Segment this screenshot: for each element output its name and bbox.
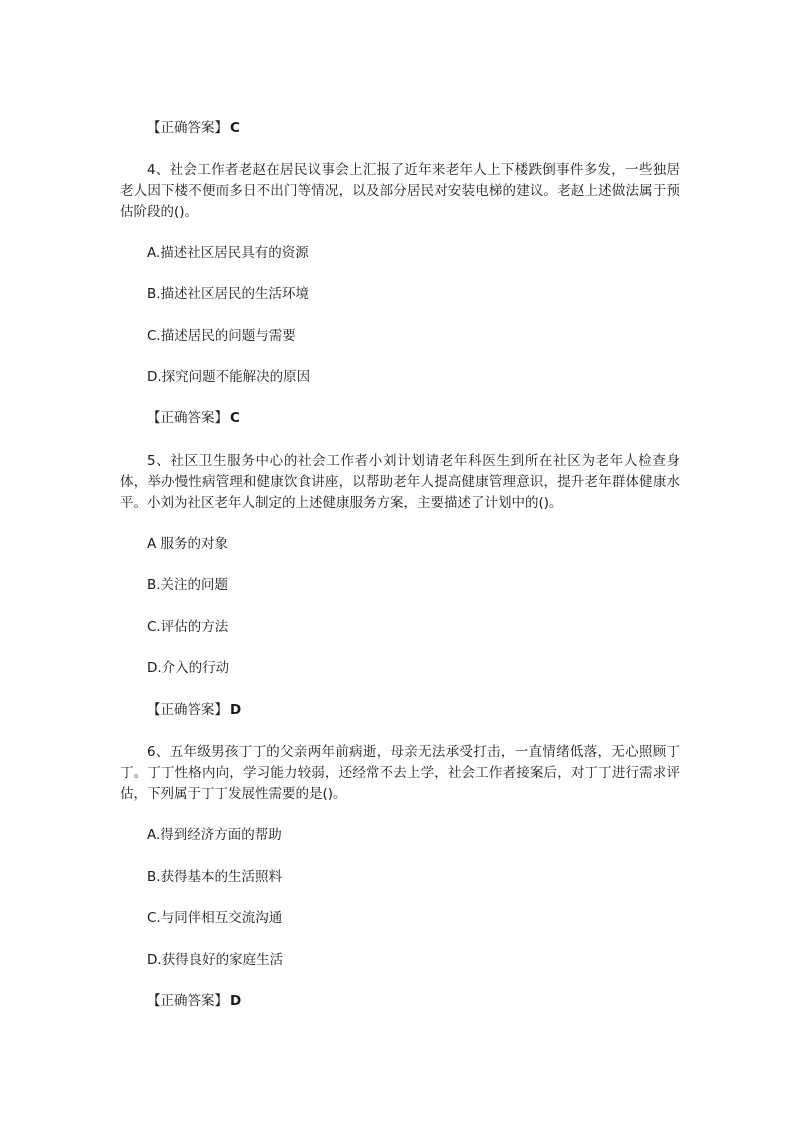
answer-value: D bbox=[230, 702, 242, 718]
answer-q6 bbox=[147, 991, 241, 1012]
answer-label: 【正确答案】 bbox=[147, 120, 228, 136]
question-5-option-a: A 服务的对象 bbox=[147, 536, 229, 552]
answer-value: C bbox=[230, 120, 240, 136]
answer-q5 bbox=[147, 700, 241, 721]
question-4-option-d: D.探究问题不能解决的原因 bbox=[147, 369, 311, 385]
question-5-option-c: C.评估的方法 bbox=[147, 619, 229, 635]
answer-label: 【正确答案】 bbox=[147, 410, 228, 426]
question-5-text: 5、社区卫生服务中心的社会工作者小刘计划请老年科医生到所在社区为老年人检查身体，举办慢性病管理和健康饮食讲座，以帮助老年人提高健康管理意识，提升老年群体健康水平。小刘为社区老年人制定的上述健康服务方案，主要描述了计划中的()。 bbox=[120, 453, 680, 511]
answer-q3 bbox=[147, 118, 240, 139]
answer-label: 【正确答案】 bbox=[147, 702, 228, 718]
question-6-text: 6、五年级男孩丁丁的父亲两年前病逝，母亲无法承受打击，一直情绪低落，无心照顾丁丁。丁丁性格内向，学习能力较弱，还经常不去上学，社会工作者接案后，对丁丁进行需求评估，下列属于丁丁发展性需要的是()。 bbox=[120, 744, 680, 802]
answer-label: 【正确答案】 bbox=[147, 993, 228, 1009]
question-6-option-c: C.与同伴相互交流沟通 bbox=[147, 910, 283, 926]
question-5-option-d: D.介入的行动 bbox=[147, 660, 230, 676]
question-6-option-a: A.得到经济方面的帮助 bbox=[147, 827, 282, 843]
question-5-option-b: B.关注的问题 bbox=[147, 577, 229, 593]
question-6-option-b: B.获得基本的生活照料 bbox=[147, 869, 283, 885]
question-4-option-b: B.描述社区居民的生活环境 bbox=[147, 286, 310, 302]
question-4-text: 4、社会工作者老赵在居民议事会上汇报了近年来老年人上下楼跌倒事件多发，一些独居老人因下楼不便而多日不出门等情况，以及部分居民对安装电梯的建议。老赵上述做法属于预估阶段的()。 bbox=[120, 162, 680, 220]
answer-value: D bbox=[230, 993, 242, 1009]
question-4-option-a: A.描述社区居民具有的资源 bbox=[147, 245, 309, 261]
question-6-option-d: D.获得良好的家庭生活 bbox=[147, 952, 284, 968]
answer-q4 bbox=[147, 408, 240, 429]
answer-value: C bbox=[230, 410, 240, 426]
question-4-option-c: C.描述居民的问题与需要 bbox=[147, 328, 296, 344]
